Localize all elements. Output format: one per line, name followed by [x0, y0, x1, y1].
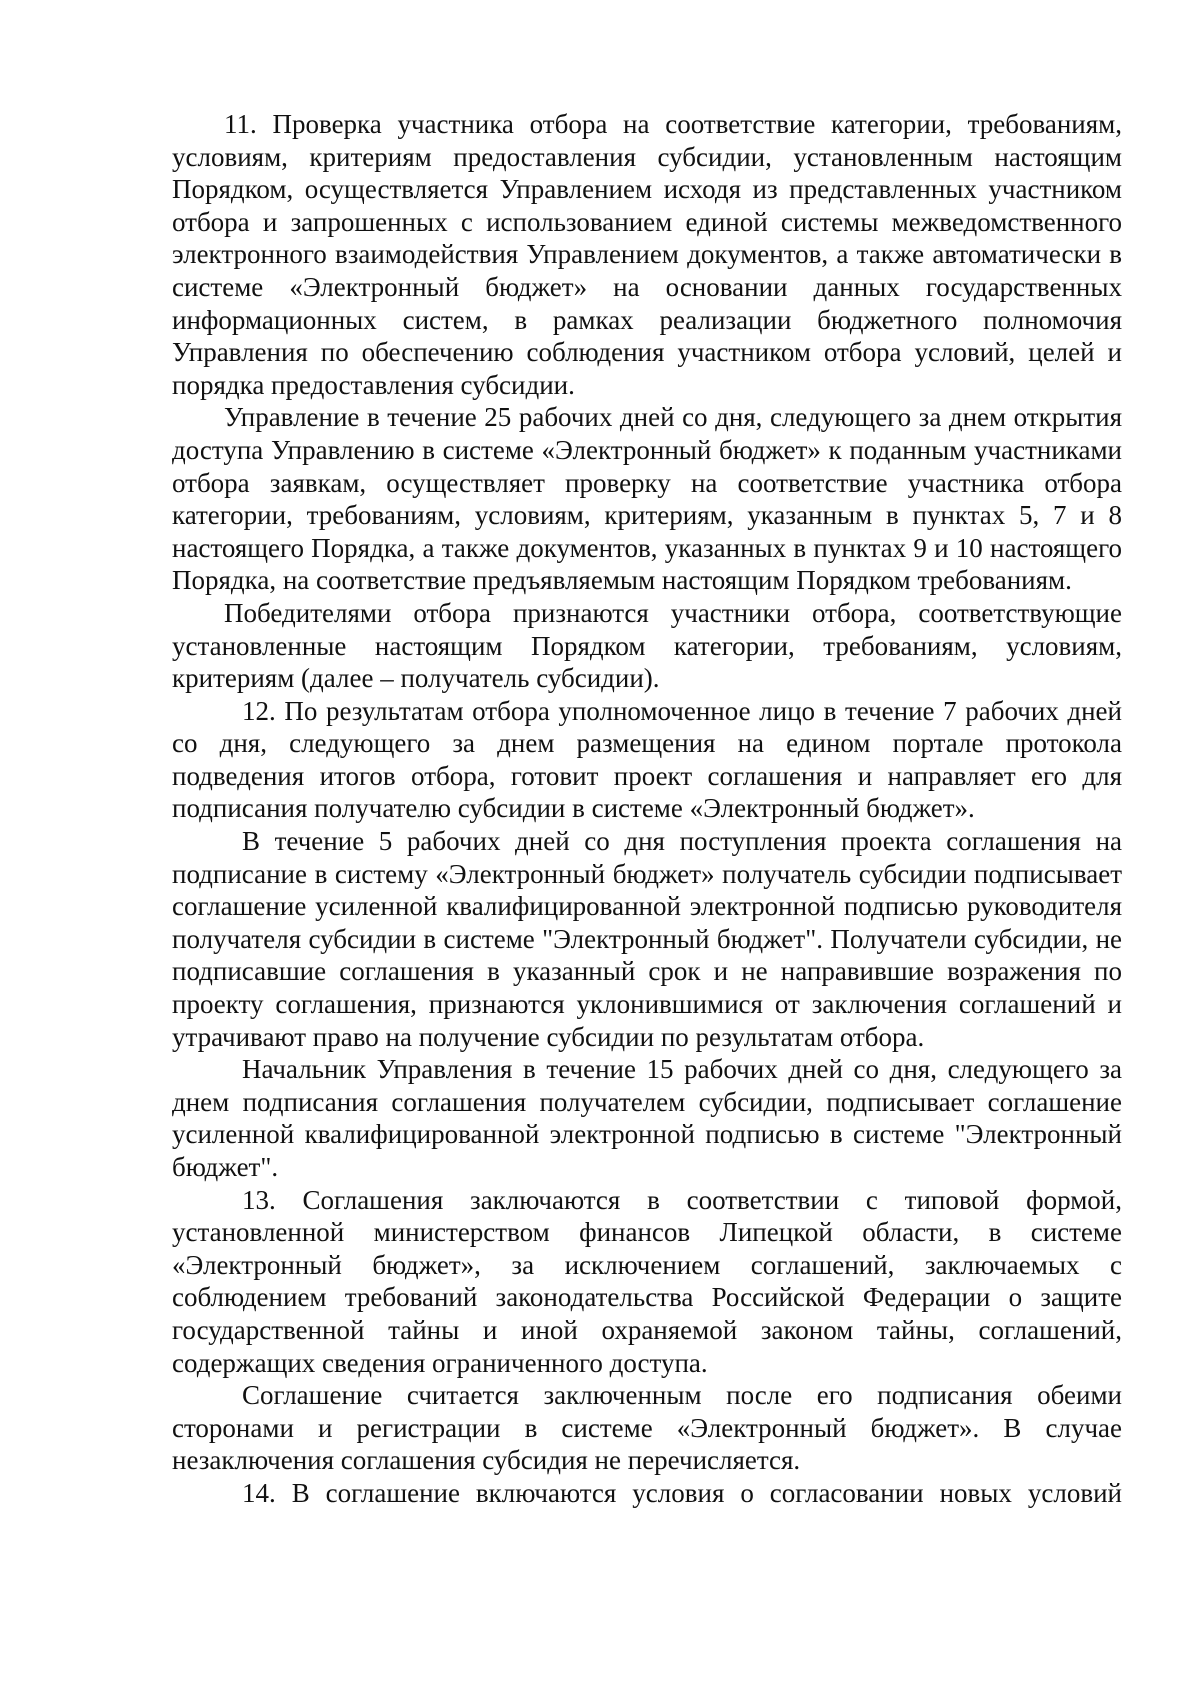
paragraph-11-verification: 11. Проверка участника отбора на соответствие категории, требованиям, условиям, критериям предоставления субсидии, установленным настоящим Порядком, осуществляется Управлением исходя из представленных участником отбора и запрошенных с использованием единой системы межведомственного электронного взаимодействия Управлением документов, а также автоматически в системе «Электронный бюджет» на основании данных государственных информационных систем, в рамках реализации бюджетного полномочия Управления по обеспечению соблюдения участником отбора условий, целей и порядка предоставления субсидии. [172, 109, 1122, 400]
paragraph-verification-period: Управление в течение 25 рабочих дней со дня, следующего за днем открытия доступа Управлению в системе «Электронный бюджет» к поданным участниками отбора заявкам, осуществляет проверку на соответствие участника отбора категории, требованиям, условиям, критериям, указанным в пунктах 5, 7 и 8 настоящего Порядка, а также документов, указанных в пунктах 9 и 10 настоящего Порядка, на соответствие предъявляемым настоящим Порядком требованиям. [172, 402, 1122, 596]
paragraph-agreement-concluded: Соглашение считается заключенным после его подписания обеими сторонами и регистрации в системе «Электронный бюджет». В случае незаключения соглашения субсидия не перечисляется. [172, 1380, 1122, 1476]
paragraph-13-standard-form: 13. Соглашения заключаются в соответствии с типовой формой, установленной министерством финансов Липецкой области, в системе «Электронный бюджет», за исключением соглашений, заключаемых с соблюдением требований законодательства Российской Федерации о защите государственной тайны и иной охраняемой законом тайны, соглашений, содержащих сведения ограниченного доступа. [172, 1184, 1122, 1378]
paragraph-14-conditions: 14. В соглашение включаются условия о согласовании новых условий [242, 1477, 1122, 1508]
paragraph-12-agreement-draft: 12. По результатам отбора уполномоченное лицо в течение 7 рабочих дней со дня, следующего за днем размещения на едином портале протокола подведения итогов отбора, готовит проект соглашения и направляет его для подписания получателю субсидии в системе «Электронный бюджет». [172, 695, 1122, 824]
paragraph-head-signing: Начальник Управления в течение 15 рабочих дней со дня, следующего за днем подписания соглашения получателем субсидии, подписывает соглашение усиленной квалифицированной электронной подписью в системе "Электронный бюджет". [172, 1054, 1122, 1182]
document-page [172, 108, 1122, 1510]
paragraph-winners: Победителями отбора признаются участники отбора, соответствующие установленные настоящим Порядком категории, требованиям, условиям, критериям (далее – получатель субсидии). [172, 597, 1122, 694]
paragraph-agreement-signing: В течение 5 рабочих дней со дня поступления проекта соглашения на подписание в систему «Электронный бюджет» получатель субсидии подписывает соглашение усиленной квалифицированной электронной подписью руководителя получателя субсидии в системе "Электронный бюджет". Получатели субсидии, не подписавшие соглашения в указанный срок и не направившие возражения по проекту соглашения, признаются уклонившимися от заключения соглашений и утрачивают право на получение субсидии по результатам отбора. [172, 826, 1122, 1052]
